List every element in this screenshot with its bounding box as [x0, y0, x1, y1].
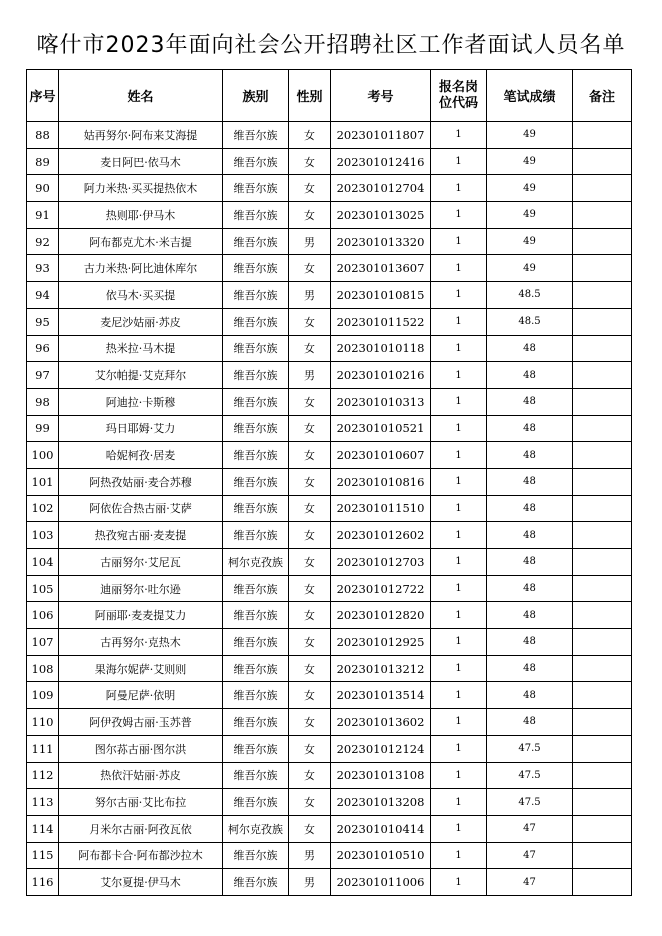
cell-exam-no: 202301010313 — [331, 388, 431, 415]
cell-score: 48 — [487, 682, 573, 709]
cell-name: 阿布都卡合·阿布都沙拉木 — [59, 842, 223, 869]
cell-ethnicity: 维吾尔族 — [223, 709, 289, 736]
cell-score: 48 — [487, 549, 573, 576]
cell-exam-no: 202301011807 — [331, 122, 431, 149]
cell-score: 48 — [487, 415, 573, 442]
cell-post-code: 1 — [431, 655, 487, 682]
cell-seq: 112 — [27, 762, 59, 789]
cell-post-code: 1 — [431, 629, 487, 656]
cell-name: 努尔古丽·艾比布拉 — [59, 789, 223, 816]
cell-ethnicity: 维吾尔族 — [223, 255, 289, 282]
cell-post-code: 1 — [431, 442, 487, 469]
cell-gender: 女 — [289, 575, 331, 602]
cell-seq: 104 — [27, 549, 59, 576]
cell-ethnicity: 维吾尔族 — [223, 789, 289, 816]
cell-gender: 女 — [289, 495, 331, 522]
cell-name: 麦日阿巴·依马木 — [59, 148, 223, 175]
cell-score: 49 — [487, 122, 573, 149]
cell-remark — [573, 202, 632, 229]
cell-seq: 106 — [27, 602, 59, 629]
header-gender: 性别 — [289, 70, 331, 122]
cell-name: 姑再努尔·阿布来艾海提 — [59, 122, 223, 149]
cell-post-code: 1 — [431, 388, 487, 415]
table-row — [27, 415, 632, 442]
cell-score: 48 — [487, 468, 573, 495]
cell-score: 48 — [487, 522, 573, 549]
cell-remark — [573, 602, 632, 629]
cell-post-code: 1 — [431, 282, 487, 309]
cell-ethnicity: 维吾尔族 — [223, 442, 289, 469]
cell-post-code: 1 — [431, 869, 487, 896]
cell-exam-no: 202301012416 — [331, 148, 431, 175]
cell-gender: 女 — [289, 175, 331, 202]
cell-exam-no: 202301011522 — [331, 308, 431, 335]
cell-exam-no: 202301010414 — [331, 815, 431, 842]
cell-exam-no: 202301010521 — [331, 415, 431, 442]
cell-ethnicity: 柯尔克孜族 — [223, 549, 289, 576]
cell-score: 48.5 — [487, 308, 573, 335]
cell-seq: 93 — [27, 255, 59, 282]
cell-ethnicity: 维吾尔族 — [223, 308, 289, 335]
cell-ethnicity: 维吾尔族 — [223, 148, 289, 175]
cell-seq: 109 — [27, 682, 59, 709]
cell-name: 迪丽努尔·吐尔逊 — [59, 575, 223, 602]
cell-post-code: 1 — [431, 362, 487, 389]
cell-seq: 97 — [27, 362, 59, 389]
cell-ethnicity: 维吾尔族 — [223, 575, 289, 602]
cell-gender: 女 — [289, 122, 331, 149]
table-row — [27, 549, 632, 576]
cell-gender: 男 — [289, 282, 331, 309]
cell-seq: 103 — [27, 522, 59, 549]
cell-seq: 90 — [27, 175, 59, 202]
cell-remark — [573, 308, 632, 335]
cell-exam-no: 202301013514 — [331, 682, 431, 709]
cell-post-code: 1 — [431, 415, 487, 442]
cell-seq: 98 — [27, 388, 59, 415]
cell-remark — [573, 629, 632, 656]
cell-remark — [573, 789, 632, 816]
cell-seq: 108 — [27, 655, 59, 682]
cell-remark — [573, 282, 632, 309]
cell-seq: 114 — [27, 815, 59, 842]
cell-score: 48 — [487, 602, 573, 629]
cell-exam-no: 202301012820 — [331, 602, 431, 629]
cell-seq: 111 — [27, 735, 59, 762]
cell-score: 48.5 — [487, 282, 573, 309]
cell-remark — [573, 522, 632, 549]
cell-name: 热孜宛古丽·麦麦提 — [59, 522, 223, 549]
cell-score: 49 — [487, 255, 573, 282]
cell-remark — [573, 415, 632, 442]
table-row — [27, 602, 632, 629]
cell-remark — [573, 228, 632, 255]
cell-ethnicity: 维吾尔族 — [223, 522, 289, 549]
header-post-code-line1: 报名岗 — [438, 79, 478, 95]
cell-score: 48 — [487, 495, 573, 522]
cell-post-code: 1 — [431, 122, 487, 149]
cell-seq: 115 — [27, 842, 59, 869]
cell-ethnicity: 维吾尔族 — [223, 762, 289, 789]
cell-remark — [573, 122, 632, 149]
cell-score: 48 — [487, 388, 573, 415]
cell-name: 热依汗姑丽·苏皮 — [59, 762, 223, 789]
cell-gender: 女 — [289, 308, 331, 335]
cell-exam-no: 202301013607 — [331, 255, 431, 282]
cell-exam-no: 202301010816 — [331, 468, 431, 495]
cell-score: 49 — [487, 175, 573, 202]
candidate-table — [26, 69, 632, 896]
cell-post-code: 1 — [431, 842, 487, 869]
cell-exam-no: 202301013208 — [331, 789, 431, 816]
cell-gender: 女 — [289, 735, 331, 762]
cell-name: 热则耶·伊马木 — [59, 202, 223, 229]
table-row — [27, 735, 632, 762]
cell-score: 48 — [487, 442, 573, 469]
table-row — [27, 869, 632, 896]
cell-name: 月米尔古丽·阿孜瓦依 — [59, 815, 223, 842]
cell-seq: 91 — [27, 202, 59, 229]
cell-gender: 女 — [289, 255, 331, 282]
cell-score: 47.5 — [487, 789, 573, 816]
cell-score: 48 — [487, 575, 573, 602]
cell-name: 果海尔妮萨·艾则则 — [59, 655, 223, 682]
table-row — [27, 575, 632, 602]
cell-post-code: 1 — [431, 468, 487, 495]
cell-seq: 95 — [27, 308, 59, 335]
cell-score: 47.5 — [487, 735, 573, 762]
cell-ethnicity: 维吾尔族 — [223, 122, 289, 149]
cell-seq: 96 — [27, 335, 59, 362]
cell-gender: 女 — [289, 789, 331, 816]
cell-score: 48 — [487, 335, 573, 362]
cell-ethnicity: 维吾尔族 — [223, 388, 289, 415]
cell-ethnicity: 维吾尔族 — [223, 682, 289, 709]
cell-name: 阿热孜姑丽·麦合苏穆 — [59, 468, 223, 495]
cell-gender: 女 — [289, 682, 331, 709]
cell-name: 阿曼尼萨·依明 — [59, 682, 223, 709]
cell-gender: 女 — [289, 815, 331, 842]
cell-seq: 92 — [27, 228, 59, 255]
cell-name: 阿依佐合热古丽·艾萨 — [59, 495, 223, 522]
cell-post-code: 1 — [431, 148, 487, 175]
cell-post-code: 1 — [431, 575, 487, 602]
cell-seq: 102 — [27, 495, 59, 522]
cell-remark — [573, 388, 632, 415]
cell-name: 阿布都克尤木·米吉提 — [59, 228, 223, 255]
header-score: 笔试成绩 — [487, 70, 573, 122]
table-row — [27, 442, 632, 469]
cell-remark — [573, 762, 632, 789]
cell-exam-no: 202301013320 — [331, 228, 431, 255]
cell-seq: 110 — [27, 709, 59, 736]
cell-ethnicity: 维吾尔族 — [223, 495, 289, 522]
table-row — [27, 228, 632, 255]
table-header-row — [27, 70, 632, 122]
table-row — [27, 682, 632, 709]
header-exam-no: 考号 — [331, 70, 431, 122]
cell-seq: 107 — [27, 629, 59, 656]
cell-remark — [573, 495, 632, 522]
cell-exam-no: 202301012925 — [331, 629, 431, 656]
cell-name: 玛日耶姆·艾力 — [59, 415, 223, 442]
cell-seq: 101 — [27, 468, 59, 495]
cell-post-code: 1 — [431, 735, 487, 762]
cell-score: 48 — [487, 362, 573, 389]
cell-exam-no: 202301011510 — [331, 495, 431, 522]
cell-gender: 男 — [289, 362, 331, 389]
cell-name: 麦尼沙姑丽·苏皮 — [59, 308, 223, 335]
table-row — [27, 255, 632, 282]
cell-post-code: 1 — [431, 762, 487, 789]
cell-seq: 105 — [27, 575, 59, 602]
cell-score: 48 — [487, 709, 573, 736]
cell-score: 48 — [487, 655, 573, 682]
cell-gender: 男 — [289, 869, 331, 896]
table-row — [27, 789, 632, 816]
cell-post-code: 1 — [431, 602, 487, 629]
cell-ethnicity: 维吾尔族 — [223, 415, 289, 442]
cell-remark — [573, 575, 632, 602]
cell-gender: 女 — [289, 655, 331, 682]
cell-seq: 88 — [27, 122, 59, 149]
table-row — [27, 175, 632, 202]
cell-exam-no: 202301012704 — [331, 175, 431, 202]
cell-gender: 男 — [289, 228, 331, 255]
cell-post-code: 1 — [431, 202, 487, 229]
table-row — [27, 655, 632, 682]
cell-remark — [573, 815, 632, 842]
cell-ethnicity: 维吾尔族 — [223, 602, 289, 629]
cell-gender: 女 — [289, 148, 331, 175]
cell-remark — [573, 842, 632, 869]
cell-ethnicity: 维吾尔族 — [223, 735, 289, 762]
cell-remark — [573, 709, 632, 736]
cell-exam-no: 202301010815 — [331, 282, 431, 309]
cell-gender: 女 — [289, 602, 331, 629]
cell-ethnicity: 维吾尔族 — [223, 228, 289, 255]
table-row — [27, 362, 632, 389]
cell-remark — [573, 655, 632, 682]
cell-gender: 女 — [289, 202, 331, 229]
header-remark: 备注 — [573, 70, 632, 122]
cell-post-code: 1 — [431, 789, 487, 816]
header-post-code-line2: 位代码 — [438, 95, 478, 111]
cell-ethnicity: 柯尔克孜族 — [223, 815, 289, 842]
cell-exam-no: 202301013025 — [331, 202, 431, 229]
cell-post-code: 1 — [431, 228, 487, 255]
cell-gender: 女 — [289, 709, 331, 736]
header-seq: 序号 — [27, 70, 59, 122]
cell-name: 艾尔夏提·伊马木 — [59, 869, 223, 896]
cell-gender: 女 — [289, 335, 331, 362]
cell-exam-no: 202301013602 — [331, 709, 431, 736]
cell-seq: 100 — [27, 442, 59, 469]
cell-exam-no: 202301013212 — [331, 655, 431, 682]
cell-remark — [573, 148, 632, 175]
cell-score: 47.5 — [487, 762, 573, 789]
cell-name: 古力米热·阿比迪休库尔 — [59, 255, 223, 282]
cell-seq: 94 — [27, 282, 59, 309]
cell-exam-no: 202301010118 — [331, 335, 431, 362]
cell-exam-no: 202301013108 — [331, 762, 431, 789]
table-row — [27, 495, 632, 522]
cell-gender: 女 — [289, 549, 331, 576]
cell-score: 47 — [487, 842, 573, 869]
cell-name: 艾尔帕提·艾克拜尔 — [59, 362, 223, 389]
cell-score: 47 — [487, 869, 573, 896]
cell-post-code: 1 — [431, 682, 487, 709]
table-row — [27, 762, 632, 789]
cell-ethnicity: 维吾尔族 — [223, 362, 289, 389]
cell-exam-no: 202301010510 — [331, 842, 431, 869]
table-row — [27, 842, 632, 869]
table-row — [27, 282, 632, 309]
cell-remark — [573, 255, 632, 282]
cell-ethnicity: 维吾尔族 — [223, 468, 289, 495]
cell-name: 阿丽耶·麦麦提艾力 — [59, 602, 223, 629]
cell-remark — [573, 335, 632, 362]
table-row — [27, 629, 632, 656]
cell-ethnicity: 维吾尔族 — [223, 655, 289, 682]
cell-ethnicity: 维吾尔族 — [223, 335, 289, 362]
cell-gender: 女 — [289, 415, 331, 442]
cell-gender: 女 — [289, 762, 331, 789]
cell-name: 热米拉·马木提 — [59, 335, 223, 362]
cell-seq: 116 — [27, 869, 59, 896]
cell-remark — [573, 735, 632, 762]
cell-score: 49 — [487, 148, 573, 175]
cell-score: 48 — [487, 629, 573, 656]
table-row — [27, 709, 632, 736]
table-row — [27, 388, 632, 415]
cell-exam-no: 202301011006 — [331, 869, 431, 896]
cell-score: 49 — [487, 202, 573, 229]
page-title: 喀什市2023年面向社会公开招聘社区工作者面试人员名单 — [36, 33, 626, 58]
cell-exam-no: 202301010607 — [331, 442, 431, 469]
cell-name: 阿力米热·买买提热依木 — [59, 175, 223, 202]
cell-post-code: 1 — [431, 495, 487, 522]
cell-gender: 女 — [289, 468, 331, 495]
cell-ethnicity: 维吾尔族 — [223, 282, 289, 309]
cell-remark — [573, 468, 632, 495]
cell-post-code: 1 — [431, 308, 487, 335]
cell-gender: 女 — [289, 388, 331, 415]
table-row — [27, 468, 632, 495]
cell-exam-no: 202301012124 — [331, 735, 431, 762]
cell-remark — [573, 682, 632, 709]
table-row — [27, 148, 632, 175]
cell-name: 阿迪拉·卡斯穆 — [59, 388, 223, 415]
cell-gender: 女 — [289, 442, 331, 469]
cell-ethnicity: 维吾尔族 — [223, 629, 289, 656]
table-row — [27, 522, 632, 549]
table-row — [27, 335, 632, 362]
cell-remark — [573, 869, 632, 896]
cell-post-code: 1 — [431, 175, 487, 202]
table-row — [27, 122, 632, 149]
cell-post-code: 1 — [431, 255, 487, 282]
cell-exam-no: 202301012722 — [331, 575, 431, 602]
cell-gender: 男 — [289, 842, 331, 869]
cell-exam-no: 202301012703 — [331, 549, 431, 576]
cell-post-code: 1 — [431, 815, 487, 842]
cell-gender: 女 — [289, 522, 331, 549]
header-post-code — [431, 70, 487, 122]
cell-seq: 89 — [27, 148, 59, 175]
cell-score: 49 — [487, 228, 573, 255]
cell-post-code: 1 — [431, 335, 487, 362]
cell-ethnicity: 维吾尔族 — [223, 869, 289, 896]
cell-post-code: 1 — [431, 549, 487, 576]
cell-name: 阿伊孜姆古丽·玉苏普 — [59, 709, 223, 736]
cell-name: 古丽努尔·艾尼瓦 — [59, 549, 223, 576]
cell-ethnicity: 维吾尔族 — [223, 202, 289, 229]
cell-post-code: 1 — [431, 522, 487, 549]
cell-name: 依马木·买买提 — [59, 282, 223, 309]
cell-score: 47 — [487, 815, 573, 842]
cell-exam-no: 202301012602 — [331, 522, 431, 549]
cell-name: 古再努尔·克热木 — [59, 629, 223, 656]
cell-remark — [573, 549, 632, 576]
table-row — [27, 308, 632, 335]
cell-post-code: 1 — [431, 709, 487, 736]
header-ethnicity: 族别 — [223, 70, 289, 122]
cell-name: 哈妮柯孜·居麦 — [59, 442, 223, 469]
cell-ethnicity: 维吾尔族 — [223, 842, 289, 869]
cell-gender: 女 — [289, 629, 331, 656]
header-name: 姓名 — [59, 70, 223, 122]
cell-ethnicity: 维吾尔族 — [223, 175, 289, 202]
cell-seq: 113 — [27, 789, 59, 816]
cell-remark — [573, 442, 632, 469]
cell-remark — [573, 362, 632, 389]
cell-remark — [573, 175, 632, 202]
cell-seq: 99 — [27, 415, 59, 442]
cell-exam-no: 202301010216 — [331, 362, 431, 389]
table-row — [27, 815, 632, 842]
cell-name: 图尔荪古丽·图尔洪 — [59, 735, 223, 762]
table-row — [27, 202, 632, 229]
